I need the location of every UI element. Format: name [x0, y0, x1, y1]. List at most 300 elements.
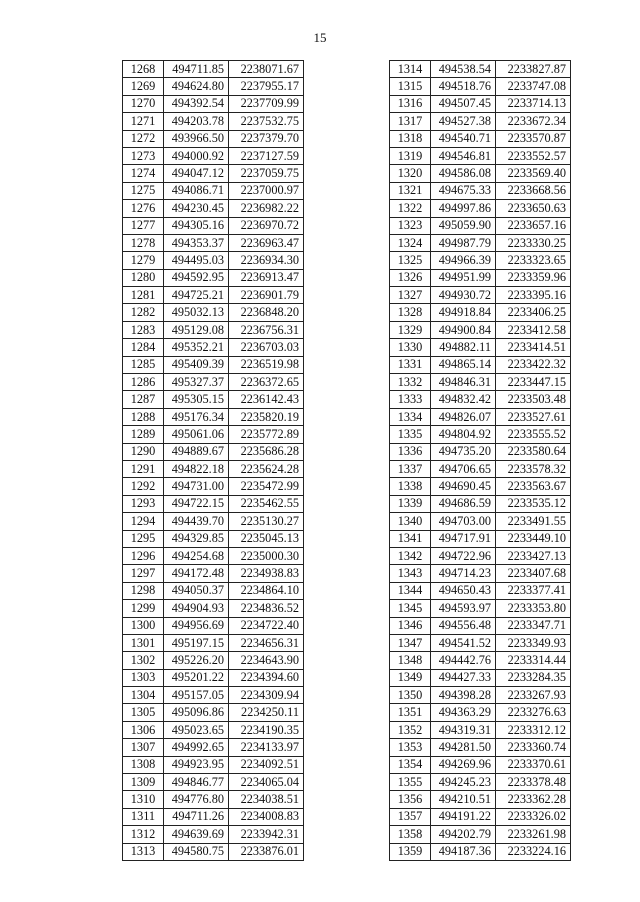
x-coordinate-cell: 494889.67 [164, 443, 229, 460]
table-row [123, 356, 304, 373]
coordinates-table-right [389, 60, 571, 861]
x-coordinate-cell: 494923.95 [164, 756, 229, 773]
y-coordinate-cell: 2237379.70 [229, 130, 304, 147]
x-coordinate-cell: 495023.65 [164, 721, 229, 738]
table-row [390, 634, 571, 651]
point-number-cell: 1352 [390, 721, 431, 738]
y-coordinate-cell: 2236703.03 [229, 339, 304, 356]
x-coordinate-cell: 493966.50 [164, 130, 229, 147]
y-coordinate-cell: 2236963.47 [229, 234, 304, 251]
x-coordinate-cell: 494540.71 [431, 130, 496, 147]
y-coordinate-cell: 2235624.28 [229, 460, 304, 477]
table-row [390, 617, 571, 634]
point-number-cell: 1349 [390, 669, 431, 686]
y-coordinate-cell: 2233370.61 [496, 756, 571, 773]
y-coordinate-cell: 2237709.99 [229, 95, 304, 112]
table-row [123, 113, 304, 130]
y-coordinate-cell: 2233580.64 [496, 443, 571, 460]
table-row [390, 130, 571, 147]
point-number-cell: 1294 [123, 513, 164, 530]
x-coordinate-cell: 494187.36 [431, 843, 496, 860]
point-number-cell: 1355 [390, 774, 431, 791]
y-coordinate-cell: 2233360.74 [496, 739, 571, 756]
table-row [123, 374, 304, 391]
table-row [390, 95, 571, 112]
x-coordinate-cell: 495129.08 [164, 321, 229, 338]
x-coordinate-cell: 494047.12 [164, 165, 229, 182]
table-row [390, 565, 571, 582]
x-coordinate-cell: 494690.45 [431, 478, 496, 495]
y-coordinate-cell: 2233657.16 [496, 217, 571, 234]
y-coordinate-cell: 2233347.71 [496, 617, 571, 634]
point-number-cell: 1288 [123, 408, 164, 425]
point-number-cell: 1318 [390, 130, 431, 147]
table-row [390, 200, 571, 217]
x-coordinate-cell: 494882.11 [431, 339, 496, 356]
point-number-cell: 1289 [123, 426, 164, 443]
point-number-cell: 1353 [390, 739, 431, 756]
y-coordinate-cell: 2233876.01 [229, 843, 304, 860]
x-coordinate-cell: 494918.84 [431, 304, 496, 321]
point-number-cell: 1281 [123, 287, 164, 304]
table-row [390, 513, 571, 530]
table-row [390, 582, 571, 599]
x-coordinate-cell: 494580.75 [164, 843, 229, 860]
y-coordinate-cell: 2233578.32 [496, 460, 571, 477]
y-coordinate-cell: 2233427.13 [496, 547, 571, 564]
x-coordinate-cell: 495327.37 [164, 374, 229, 391]
y-coordinate-cell: 2233942.31 [229, 826, 304, 843]
y-coordinate-cell: 2234008.83 [229, 808, 304, 825]
point-number-cell: 1286 [123, 374, 164, 391]
point-number-cell: 1282 [123, 304, 164, 321]
x-coordinate-cell: 494203.78 [164, 113, 229, 130]
x-coordinate-cell: 494865.14 [431, 356, 496, 373]
y-coordinate-cell: 2233668.56 [496, 182, 571, 199]
y-coordinate-cell: 2233349.93 [496, 634, 571, 651]
table-row [123, 565, 304, 582]
table-row [390, 304, 571, 321]
point-number-cell: 1320 [390, 165, 431, 182]
y-coordinate-cell: 2234065.04 [229, 774, 304, 791]
table-row [123, 426, 304, 443]
y-coordinate-cell: 2234133.97 [229, 739, 304, 756]
y-coordinate-cell: 2233714.13 [496, 95, 571, 112]
point-number-cell: 1273 [123, 147, 164, 164]
x-coordinate-cell: 494592.95 [164, 269, 229, 286]
table-row [123, 234, 304, 251]
x-coordinate-cell: 494086.71 [164, 182, 229, 199]
x-coordinate-cell: 494281.50 [431, 739, 496, 756]
y-coordinate-cell: 2237127.59 [229, 147, 304, 164]
table-row [123, 739, 304, 756]
y-coordinate-cell: 2233650.63 [496, 200, 571, 217]
table-row [390, 808, 571, 825]
table-row [123, 443, 304, 460]
y-coordinate-cell: 2235472.99 [229, 478, 304, 495]
coordinates-table-right-body [390, 61, 571, 861]
x-coordinate-cell: 494527.38 [431, 113, 496, 130]
y-coordinate-cell: 2233570.87 [496, 130, 571, 147]
y-coordinate-cell: 2233422.32 [496, 356, 571, 373]
point-number-cell: 1339 [390, 495, 431, 512]
x-coordinate-cell: 494804.92 [431, 426, 496, 443]
y-coordinate-cell: 2233672.34 [496, 113, 571, 130]
page-number: 15 [313, 30, 327, 45]
table-row [390, 774, 571, 791]
table-row [123, 217, 304, 234]
table-row [123, 391, 304, 408]
x-coordinate-cell: 494439.70 [164, 513, 229, 530]
y-coordinate-cell: 2237059.75 [229, 165, 304, 182]
table-row [123, 200, 304, 217]
point-number-cell: 1321 [390, 182, 431, 199]
table-row [390, 78, 571, 95]
point-number-cell: 1316 [390, 95, 431, 112]
point-number-cell: 1332 [390, 374, 431, 391]
point-number-cell: 1307 [123, 739, 164, 756]
point-number-cell: 1277 [123, 217, 164, 234]
point-number-cell: 1330 [390, 339, 431, 356]
point-number-cell: 1304 [123, 687, 164, 704]
y-coordinate-cell: 2234656.31 [229, 634, 304, 651]
table-row [390, 495, 571, 512]
table-row [390, 791, 571, 808]
y-coordinate-cell: 2233414.51 [496, 339, 571, 356]
point-number-cell: 1348 [390, 652, 431, 669]
point-number-cell: 1293 [123, 495, 164, 512]
x-coordinate-cell: 494353.37 [164, 234, 229, 251]
y-coordinate-cell: 2236934.30 [229, 252, 304, 269]
table-row [123, 634, 304, 651]
point-number-cell: 1359 [390, 843, 431, 860]
table-row [123, 791, 304, 808]
point-number-cell: 1270 [123, 95, 164, 112]
x-coordinate-cell: 494987.79 [431, 234, 496, 251]
x-coordinate-cell: 494191.22 [431, 808, 496, 825]
y-coordinate-cell: 2233535.12 [496, 495, 571, 512]
table-row [123, 756, 304, 773]
point-number-cell: 1292 [123, 478, 164, 495]
point-number-cell: 1343 [390, 565, 431, 582]
x-coordinate-cell: 495226.20 [164, 652, 229, 669]
y-coordinate-cell: 2233552.57 [496, 147, 571, 164]
table-row [390, 321, 571, 338]
table-row [123, 495, 304, 512]
point-number-cell: 1295 [123, 530, 164, 547]
x-coordinate-cell: 494639.69 [164, 826, 229, 843]
point-number-cell: 1311 [123, 808, 164, 825]
x-coordinate-cell: 495176.34 [164, 408, 229, 425]
y-coordinate-cell: 2233747.08 [496, 78, 571, 95]
point-number-cell: 1280 [123, 269, 164, 286]
point-number-cell: 1301 [123, 634, 164, 651]
point-number-cell: 1357 [390, 808, 431, 825]
table-row [390, 530, 571, 547]
table-row [123, 321, 304, 338]
x-coordinate-cell: 494398.28 [431, 687, 496, 704]
point-number-cell: 1334 [390, 408, 431, 425]
y-coordinate-cell: 2233527.61 [496, 408, 571, 425]
y-coordinate-cell: 2233330.25 [496, 234, 571, 251]
x-coordinate-cell: 494050.37 [164, 582, 229, 599]
point-number-cell: 1300 [123, 617, 164, 634]
point-number-cell: 1275 [123, 182, 164, 199]
y-coordinate-cell: 2233827.87 [496, 61, 571, 78]
table-row [123, 843, 304, 860]
table-row [123, 826, 304, 843]
table-row [123, 513, 304, 530]
x-coordinate-cell: 495197.15 [164, 634, 229, 651]
x-coordinate-cell: 495157.05 [164, 687, 229, 704]
x-coordinate-cell: 494329.85 [164, 530, 229, 547]
point-number-cell: 1329 [390, 321, 431, 338]
y-coordinate-cell: 2234190.35 [229, 721, 304, 738]
point-number-cell: 1347 [390, 634, 431, 651]
x-coordinate-cell: 494556.48 [431, 617, 496, 634]
table-row [390, 339, 571, 356]
table-row [390, 269, 571, 286]
x-coordinate-cell: 494776.80 [164, 791, 229, 808]
y-coordinate-cell: 2235686.28 [229, 443, 304, 460]
point-number-cell: 1342 [390, 547, 431, 564]
y-coordinate-cell: 2237955.17 [229, 78, 304, 95]
point-number-cell: 1269 [123, 78, 164, 95]
table-row [390, 478, 571, 495]
point-number-cell: 1303 [123, 669, 164, 686]
x-coordinate-cell: 494735.20 [431, 443, 496, 460]
x-coordinate-cell: 494586.08 [431, 165, 496, 182]
x-coordinate-cell: 494717.91 [431, 530, 496, 547]
y-coordinate-cell: 2233267.93 [496, 687, 571, 704]
table-row [123, 95, 304, 112]
point-number-cell: 1276 [123, 200, 164, 217]
x-coordinate-cell: 494593.97 [431, 600, 496, 617]
y-coordinate-cell: 2233563.67 [496, 478, 571, 495]
x-coordinate-cell: 494832.42 [431, 391, 496, 408]
x-coordinate-cell: 494650.43 [431, 582, 496, 599]
table-row [123, 704, 304, 721]
table-row [123, 582, 304, 599]
x-coordinate-cell: 495061.06 [164, 426, 229, 443]
x-coordinate-cell: 495096.86 [164, 704, 229, 721]
point-number-cell: 1319 [390, 147, 431, 164]
point-number-cell: 1340 [390, 513, 431, 530]
point-number-cell: 1308 [123, 756, 164, 773]
y-coordinate-cell: 2235000.30 [229, 547, 304, 564]
x-coordinate-cell: 494711.26 [164, 808, 229, 825]
table-row [390, 217, 571, 234]
x-coordinate-cell: 494541.52 [431, 634, 496, 651]
point-number-cell: 1326 [390, 269, 431, 286]
table-row [123, 252, 304, 269]
x-coordinate-cell: 494442.76 [431, 652, 496, 669]
x-coordinate-cell: 494245.23 [431, 774, 496, 791]
y-coordinate-cell: 2233412.58 [496, 321, 571, 338]
x-coordinate-cell: 494930.72 [431, 287, 496, 304]
y-coordinate-cell: 2236519.98 [229, 356, 304, 373]
table-row [390, 147, 571, 164]
y-coordinate-cell: 2235772.89 [229, 426, 304, 443]
point-number-cell: 1322 [390, 200, 431, 217]
y-coordinate-cell: 2233395.16 [496, 287, 571, 304]
x-coordinate-cell: 494538.54 [431, 61, 496, 78]
point-number-cell: 1297 [123, 565, 164, 582]
point-number-cell: 1324 [390, 234, 431, 251]
table-row [390, 756, 571, 773]
y-coordinate-cell: 2233276.63 [496, 704, 571, 721]
point-number-cell: 1313 [123, 843, 164, 860]
table-row [123, 78, 304, 95]
point-number-cell: 1310 [123, 791, 164, 808]
x-coordinate-cell: 494495.03 [164, 252, 229, 269]
table-row [390, 721, 571, 738]
point-number-cell: 1344 [390, 582, 431, 599]
table-row [123, 669, 304, 686]
y-coordinate-cell: 2234038.51 [229, 791, 304, 808]
point-number-cell: 1336 [390, 443, 431, 460]
y-coordinate-cell: 2236913.47 [229, 269, 304, 286]
point-number-cell: 1325 [390, 252, 431, 269]
x-coordinate-cell: 494722.15 [164, 495, 229, 512]
table-row [123, 530, 304, 547]
table-row [390, 408, 571, 425]
y-coordinate-cell: 2233284.35 [496, 669, 571, 686]
x-coordinate-cell: 494731.00 [164, 478, 229, 495]
table-row [390, 182, 571, 199]
y-coordinate-cell: 2234394.60 [229, 669, 304, 686]
x-coordinate-cell: 494000.92 [164, 147, 229, 164]
x-coordinate-cell: 494725.21 [164, 287, 229, 304]
point-number-cell: 1333 [390, 391, 431, 408]
table-row [390, 165, 571, 182]
y-coordinate-cell: 2236142.43 [229, 391, 304, 408]
coordinates-table-left [122, 60, 304, 861]
point-number-cell: 1338 [390, 478, 431, 495]
table-row [390, 600, 571, 617]
y-coordinate-cell: 2233447.15 [496, 374, 571, 391]
table-row [390, 843, 571, 860]
point-number-cell: 1268 [123, 61, 164, 78]
table-row [390, 391, 571, 408]
table-row [390, 113, 571, 130]
x-coordinate-cell: 494900.84 [431, 321, 496, 338]
y-coordinate-cell: 2234309.94 [229, 687, 304, 704]
y-coordinate-cell: 2236901.79 [229, 287, 304, 304]
y-coordinate-cell: 2235045.13 [229, 530, 304, 547]
table-row [390, 547, 571, 564]
table-row [390, 61, 571, 78]
point-number-cell: 1337 [390, 460, 431, 477]
y-coordinate-cell: 2238071.67 [229, 61, 304, 78]
table-row [123, 269, 304, 286]
y-coordinate-cell: 2233491.55 [496, 513, 571, 530]
table-row [390, 652, 571, 669]
point-number-cell: 1331 [390, 356, 431, 373]
point-number-cell: 1312 [123, 826, 164, 843]
point-number-cell: 1271 [123, 113, 164, 130]
x-coordinate-cell: 494956.69 [164, 617, 229, 634]
x-coordinate-cell: 494363.29 [431, 704, 496, 721]
table-row [390, 252, 571, 269]
table-row [390, 443, 571, 460]
point-number-cell: 1341 [390, 530, 431, 547]
table-row [123, 304, 304, 321]
point-number-cell: 1317 [390, 113, 431, 130]
y-coordinate-cell: 2235130.27 [229, 513, 304, 530]
point-number-cell: 1283 [123, 321, 164, 338]
x-coordinate-cell: 494966.39 [431, 252, 496, 269]
point-number-cell: 1358 [390, 826, 431, 843]
y-coordinate-cell: 2233377.41 [496, 582, 571, 599]
table-row [123, 130, 304, 147]
table-row [390, 460, 571, 477]
y-coordinate-cell: 2233569.40 [496, 165, 571, 182]
x-coordinate-cell: 494319.31 [431, 721, 496, 738]
x-coordinate-cell: 494518.76 [431, 78, 496, 95]
x-coordinate-cell: 495352.21 [164, 339, 229, 356]
point-number-cell: 1354 [390, 756, 431, 773]
x-coordinate-cell: 495059.90 [431, 217, 496, 234]
table-row [123, 339, 304, 356]
table-row [390, 356, 571, 373]
y-coordinate-cell: 2235462.55 [229, 495, 304, 512]
x-coordinate-cell: 494846.31 [431, 374, 496, 391]
table-row [390, 234, 571, 251]
table-row [123, 460, 304, 477]
table-row [123, 600, 304, 617]
point-number-cell: 1328 [390, 304, 431, 321]
point-number-cell: 1356 [390, 791, 431, 808]
x-coordinate-cell: 494230.45 [164, 200, 229, 217]
x-coordinate-cell: 495201.22 [164, 669, 229, 686]
y-coordinate-cell: 2236970.72 [229, 217, 304, 234]
table-row [390, 704, 571, 721]
point-number-cell: 1335 [390, 426, 431, 443]
x-coordinate-cell: 494711.85 [164, 61, 229, 78]
table-row [123, 478, 304, 495]
y-coordinate-cell: 2234250.11 [229, 704, 304, 721]
point-number-cell: 1350 [390, 687, 431, 704]
y-coordinate-cell: 2233353.80 [496, 600, 571, 617]
x-coordinate-cell: 494202.79 [431, 826, 496, 843]
table-row [123, 721, 304, 738]
x-coordinate-cell: 495409.39 [164, 356, 229, 373]
x-coordinate-cell: 494624.80 [164, 78, 229, 95]
point-number-cell: 1279 [123, 252, 164, 269]
x-coordinate-cell: 494172.48 [164, 565, 229, 582]
y-coordinate-cell: 2234722.40 [229, 617, 304, 634]
x-coordinate-cell: 494826.07 [431, 408, 496, 425]
point-number-cell: 1298 [123, 582, 164, 599]
x-coordinate-cell: 494675.33 [431, 182, 496, 199]
point-number-cell: 1287 [123, 391, 164, 408]
x-coordinate-cell: 494706.65 [431, 460, 496, 477]
point-number-cell: 1305 [123, 704, 164, 721]
table-row [123, 547, 304, 564]
point-number-cell: 1290 [123, 443, 164, 460]
table-row [390, 287, 571, 304]
y-coordinate-cell: 2234938.83 [229, 565, 304, 582]
x-coordinate-cell: 494392.54 [164, 95, 229, 112]
coordinates-table-left-body [123, 61, 304, 861]
y-coordinate-cell: 2236982.22 [229, 200, 304, 217]
y-coordinate-cell: 2233406.25 [496, 304, 571, 321]
x-coordinate-cell: 494714.23 [431, 565, 496, 582]
point-number-cell: 1272 [123, 130, 164, 147]
point-number-cell: 1351 [390, 704, 431, 721]
table-row [390, 374, 571, 391]
